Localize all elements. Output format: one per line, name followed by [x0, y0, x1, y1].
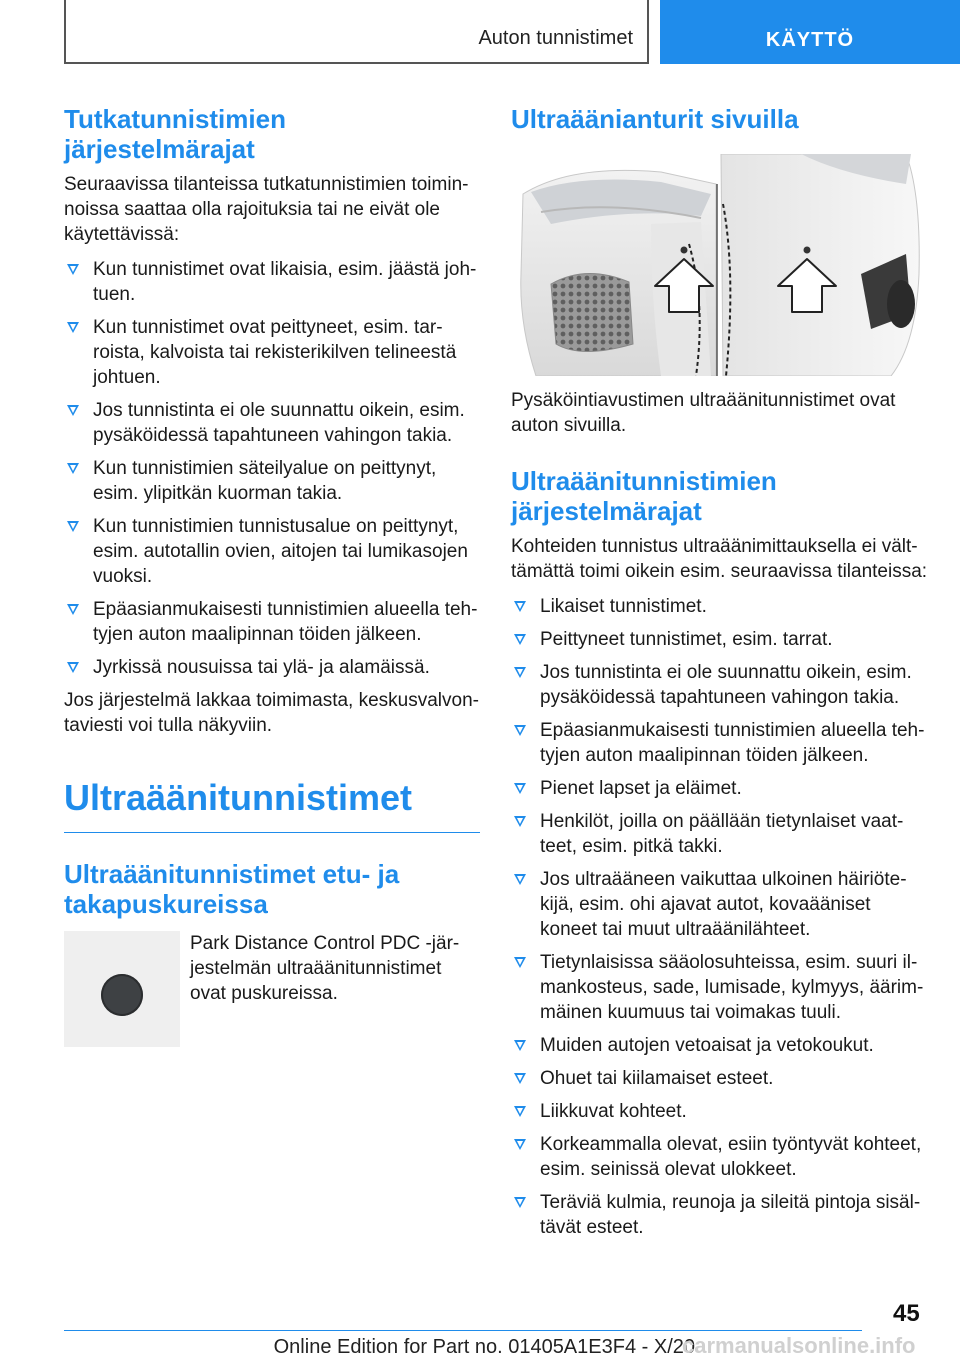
radar-limits-heading: Tutkatunnistimien järjestelmärajat: [64, 104, 286, 164]
triangle-bullet-icon: [514, 1040, 526, 1051]
bumper-sensors-heading: Ultraäänitunnistimet etu- ja takapuskureissa: [64, 859, 400, 919]
list-item: Jyrkissä nousuissa tai ylä- ja alamäissä.: [64, 655, 480, 680]
header-chapter-tab: [660, 0, 960, 64]
triangle-bullet-icon: [514, 957, 526, 968]
list-item: Korkeammalla olevat, esiin työntyvät kohteet, esim. seinissä olevat ulokkeet.: [511, 1132, 929, 1182]
header-section-title: Auton tunnistimet: [478, 27, 633, 49]
triangle-bullet-icon: [514, 601, 526, 612]
radar-outro: Jos järjestelmä lakkaa toimimasta, keskusvalvontaviesti voi tulla näkyviin.: [64, 690, 479, 736]
list-item: Likaiset tunnistimet.: [511, 594, 929, 619]
side-sensor-car-image: [511, 154, 929, 376]
radar-intro: Seuraavissa tilanteissa tutkatunnistimien toiminnoissa saattaa olla rajoituksia tai ne eivät ole käytettävissä:: [64, 174, 469, 245]
ultrasonic-sensor-image: [64, 931, 180, 1047]
header-chapter-label: KÄYTTÖ: [765, 29, 855, 51]
side-sensor-caption: Pysäköintiavustimen ultraäänitunnistimet ovat auton sivuilla.: [511, 390, 896, 436]
triangle-bullet-icon: [514, 783, 526, 794]
footer-divider: [64, 1330, 862, 1331]
triangle-bullet-icon: [514, 874, 526, 885]
triangle-bullet-icon: [67, 463, 79, 474]
right-column: [511, 104, 929, 1248]
triangle-bullet-icon: [514, 1139, 526, 1150]
list-item: Jos tunnistinta ei ole suunnattu oikein, esim. pysäköidessä tapahtuneen vahingon takia.: [511, 660, 929, 710]
list-item: Henkilöt, joilla on päällään tietynlaiset vaatteet, esim. pitkä takki.: [511, 809, 929, 859]
triangle-bullet-icon: [67, 604, 79, 615]
ultrasonic-limits-intro: Kohteiden tunnistus ultraäänimittauksella ei välttämättä toimi oikein esim. seuraavissa tilanteissa:: [511, 536, 928, 582]
list-item: Pienet lapset ja eläimet.: [511, 776, 929, 801]
ultrasonic-limits-heading: Ultraäänitunnistimien järjestelmärajat: [511, 466, 777, 526]
ultrasonic-heading: Ultraäänitunnistimet: [64, 776, 480, 833]
car-bumper-illustration: [511, 154, 929, 376]
list-item: Jos tunnistinta ei ole suunnattu oikein, esim. pysäköidessä tapahtuneen vahingon takia.: [64, 398, 480, 448]
list-item: Peittyneet tunnistimet, esim. tarrat.: [511, 627, 929, 652]
triangle-bullet-icon: [67, 662, 79, 673]
triangle-bullet-icon: [514, 634, 526, 645]
triangle-bullet-icon: [67, 521, 79, 532]
header-section-box: [64, 0, 649, 64]
radar-limits-list: [64, 257, 480, 680]
list-item: Ohuet tai kiilamaiset esteet.: [511, 1066, 929, 1091]
list-item: Kun tunnistimien tunnistusalue on peittynyt, esim. autotallin ovien, aitojen tai lumikasojen vuoksi.: [64, 514, 480, 589]
left-column: [64, 104, 480, 1047]
triangle-bullet-icon: [67, 322, 79, 333]
list-item: Jos ultraääneen vaikuttaa ulkoinen häiriötekijä, esim. ohi ajavat autot, kovaääniset koneet tai muut ultraäänilähteet.: [511, 867, 929, 942]
list-item: Kun tunnistimet ovat likaisia, esim. jäästä johtuen.: [64, 257, 480, 307]
list-item: Muiden autojen vetoaisat ja vetokoukut.: [511, 1033, 929, 1058]
page-number: 45: [893, 1300, 920, 1327]
ultrasonic-limits-list: [511, 594, 929, 1240]
triangle-bullet-icon: [514, 725, 526, 736]
sensor-disc-icon: [101, 974, 143, 1016]
list-item: Liikkuvat kohteet.: [511, 1099, 929, 1124]
list-item: Epäasianmukaisesti tunnistimien alueella tehtyjen auton maalipinnan töiden jälkeen.: [511, 718, 929, 768]
list-item: Teräviä kulmia, reunoja ja sileitä pintoja sisältävät esteet.: [511, 1190, 929, 1240]
triangle-bullet-icon: [514, 1106, 526, 1117]
bumper-sensor-text: Park Distance Control PDC -järjestelmän ultraäänitunnistimet ovat puskureissa.: [190, 933, 460, 1004]
triangle-bullet-icon: [514, 816, 526, 827]
triangle-bullet-icon: [514, 667, 526, 678]
list-item: Kun tunnistimien säteilyalue on peittynyt, esim. ylipitkän kuorman takia.: [64, 456, 480, 506]
footer-edition: Online Edition for Part no. 01405A1E3F4 - X/20: [273, 1336, 695, 1358]
triangle-bullet-icon: [514, 1073, 526, 1084]
watermark: carmanualsonline.info: [682, 1333, 916, 1358]
side-sensors-heading: Ultraäänianturit sivuilla: [511, 104, 799, 134]
triangle-bullet-icon: [67, 264, 79, 275]
list-item: Kun tunnistimet ovat peittyneet, esim. tarroista, kalvoista tai rekisterikilven telineestä johtuen.: [64, 315, 480, 390]
list-item: Tietynlaisissa sääolosuhteissa, esim. suuri ilmankosteus, sade, lumisade, kylmyys, äärimmäinen kuumuus tai voimakas tuuli.: [511, 950, 929, 1025]
bumper-sensor-block: [64, 931, 480, 1047]
triangle-bullet-icon: [67, 405, 79, 416]
list-item: Epäasianmukaisesti tunnistimien alueella tehtyjen auton maalipinnan töiden jälkeen.: [64, 597, 480, 647]
triangle-bullet-icon: [514, 1197, 526, 1208]
